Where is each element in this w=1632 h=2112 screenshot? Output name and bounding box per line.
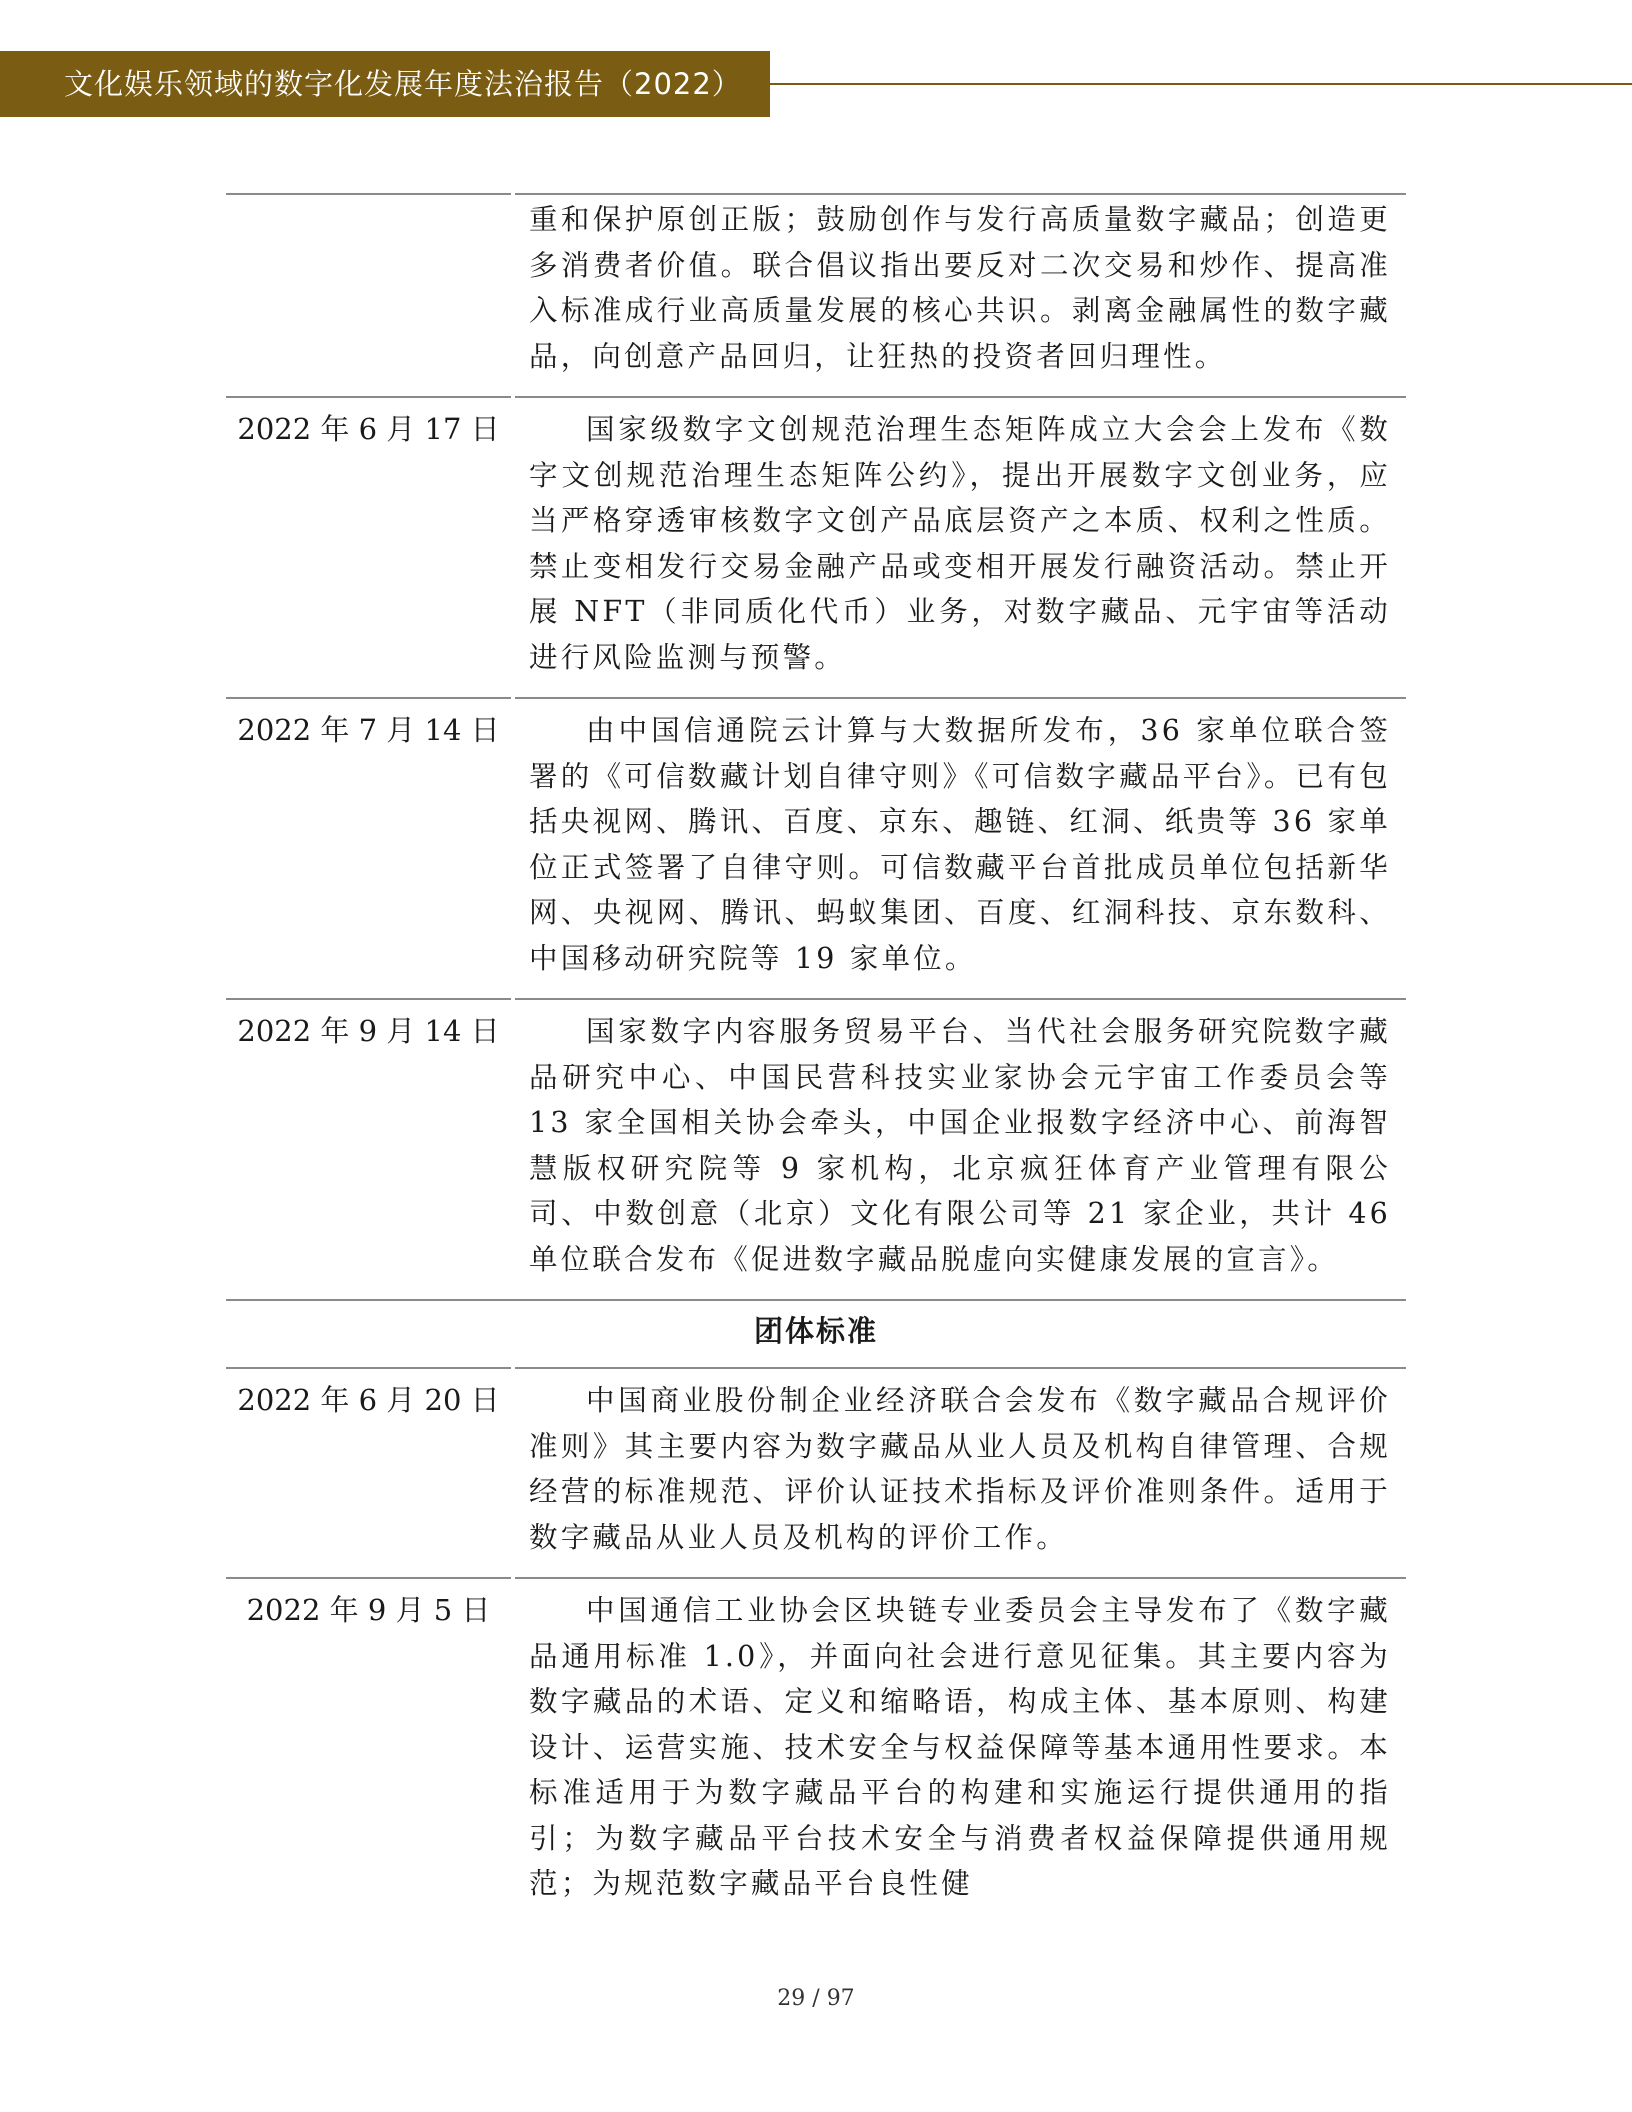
chronology-table — [226, 193, 1406, 1924]
table-row-continuation — [226, 195, 1406, 396]
table-row — [226, 1369, 1406, 1577]
row-text: 中国通信工业协会区块链专业委员会主导发布了《数字藏品通用标准 1.0》，并面向社会进行意见征集。其主要内容为数字藏品的术语、定义和缩略语，构成主体、基本原则、构建设计、运营实施、技术安全与权益保障等基本通用性要求。本标准适用于为数字藏品平台的构建和实施运行提供通用的指引；为数字藏品平台技术安全与消费者权益保障提供通用规范；为规范数字藏品平台良性健 — [529, 1594, 1391, 1900]
page-number: 29 / 97 — [777, 1986, 855, 2011]
row-text: 国家数字内容服务贸易平台、当代社会服务研究院数字藏品研究中心、中国民营科技实业家协会元宇宙工作委员会等 13 家全国相关协会牵头，中国企业报数字经济中心、前海智慧版权研究院等 9 家机构，北京疯狂体育产业管理有限公司、中数创意（北京）文化有限公司等 21 家企业，共计 46 单位联合发布《促进数字藏品脱虚向实健康发展的宣言》。 — [529, 1015, 1391, 1276]
section-title: 团体标准 — [753, 1314, 878, 1348]
row-date: 2022 年 9 月 5 日 — [246, 1593, 491, 1627]
header-rule — [770, 83, 1632, 85]
table-row — [226, 1579, 1406, 1924]
table-row — [226, 1000, 1406, 1299]
table-row — [226, 398, 1406, 697]
row-text: 重和保护原创正版；鼓励创作与发行高质量数字藏品；创造更多消费者价值。联合倡议指出要反对二次交易和炒作、提高准入标准成行业高质量发展的核心共识。剥离金融属性的数字藏品，向创意产品回归，让狂热的投资者回归理性。 — [529, 203, 1391, 373]
running-header-title: 文化娱乐领域的数字化发展年度法治报告（2022） — [64, 67, 742, 101]
row-date: 2022 年 9 月 14 日 — [237, 1014, 500, 1048]
row-text: 国家级数字文创规范治理生态矩阵成立大会会上发布《数字文创规范治理生态矩阵公约》，提出开展数字文创业务，应当严格穿透审核数字文创产品底层资产之本质、权利之性质。禁止变相发行交易金融产品或变相开展发行融资活动。禁止开展 NFT（非同质化代币）业务，对数字藏品、元宇宙等活动进行风险监测与预警。 — [529, 413, 1391, 674]
row-text: 中国商业股份制企业经济联合会发布《数字藏品合规评价准则》其主要内容为数字藏品从业人员及机构自律管理、合规经营的标准规范、评价认证技术指标及评价准则条件。适用于数字藏品从业人员及机构的评价工作。 — [529, 1384, 1391, 1554]
row-date: 2022 年 7 月 14 日 — [237, 713, 500, 747]
table-row — [226, 699, 1406, 998]
row-date: 2022 年 6 月 17 日 — [237, 412, 500, 446]
row-text: 由中国信通院云计算与大数据所发布，36 家单位联合签署的《可信数藏计划自律守则》《可信数字藏品平台》。已有包括央视网、腾讯、百度、京东、趣链、红洞、纸贵等 36 家单位正式签署了自律守则。可信数藏平台首批成员单位包括新华网、央视网、腾讯、蚂蚁集团、百度、红洞科技、京东数科、中国移动研究院等 19 家单位。 — [529, 714, 1391, 975]
row-date: 2022 年 6 月 20 日 — [237, 1383, 500, 1417]
table-rule — [226, 1299, 1406, 1301]
